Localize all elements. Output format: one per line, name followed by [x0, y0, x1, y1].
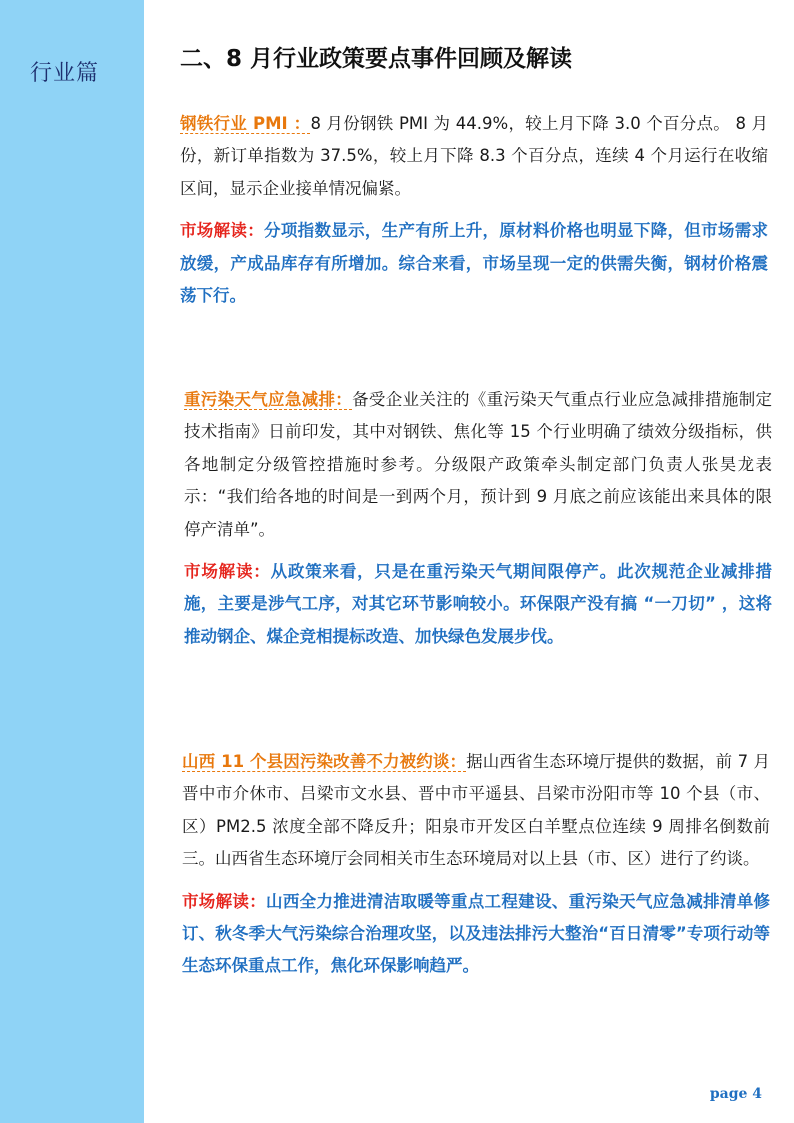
section-text: 据山西省生态环境厅提供的数据，前 7 月晋中市介休市、吕梁市文水县、晋中市平遥县、吕梁市汾阳市等 10 个县（市、区）PM2.5 浓度全部不降反升；阳泉市开发区白羊墅点位连续 9 周排名倒数前三。山西省生态环境厅会同相关市生态环境局对以上县（市、区）进行了约谈。	[182, 752, 770, 869]
interp-text: 山西全力推进清洁取暖等重点工程建设、重污染天气应急减排清单修订、秋冬季大气污染综合治理攻坚，以及违法排污大整治“百日清零”专项行动等生态环保重点工作，焦化环保影响趋严。	[182, 891, 771, 976]
market-interpretation	[180, 215, 768, 312]
interp-text: 分项指数显示，生产有所上升，原材料价格也明显下降，但市场需求放缓，产成品库存有所增加。综合来看，市场呈现一定的供需失衡，钢材价格震荡下行。	[180, 221, 769, 306]
section-shanxi-counties	[182, 746, 770, 983]
section-text: 8 月份钢铁 PMI 为 44.9%，较上月下降 3.0 个百分点。 8 月份，新订单指数为 37.5%，较上月下降 8.3 个百分点，连续 4 个月运行在收缩区间，显示企业接单情况偏紧。	[180, 114, 768, 198]
sidebar-band	[0, 0, 144, 1123]
section-tag: 重污染天气应急减排：	[184, 390, 353, 409]
page-heading: 二、8 月行业政策要点事件回顾及解读	[180, 46, 573, 72]
section-tag: 钢铁行业 PMI ：	[180, 114, 311, 133]
interp-label: 市场解读：	[184, 562, 271, 582]
section-body	[184, 384, 772, 546]
interp-text: 从政策来看，只是在重污染天气期间限停产。此次规范企业减排措施，主要是涉气工序，对其它环节影响较小。环保限产没有搞 “一刀切” ，这将推动钢企、煤企竞相提标改造、加快绿色发展步伐。	[184, 562, 773, 646]
page-number: page 4	[709, 1086, 762, 1102]
section-text: 备受企业关注的《重污染天气重点行业应急减排措施制定技术指南》日前印发，其中对钢铁、焦化等 15 个行业明确了绩效分级指标，供各地制定分级管控措施时参考。分级限产政策牵头制定部门负责人张昊龙表示：“我们给各地的时间是一到两个月，预计到 9 月底之前应该能出来具体的限停产清单”。	[184, 390, 773, 539]
section-body	[180, 108, 768, 205]
interp-label: 市场解读：	[182, 891, 267, 911]
section-body	[182, 746, 770, 876]
section-emission-reduction	[184, 384, 772, 653]
section-steel-pmi	[180, 108, 768, 312]
sidebar-label: 行业篇	[30, 61, 100, 86]
interp-label: 市场解读：	[180, 221, 265, 241]
section-tag: 山西 11 个县因污染改善不力被约谈：	[182, 752, 467, 771]
market-interpretation	[184, 556, 772, 653]
market-interpretation	[182, 886, 770, 983]
